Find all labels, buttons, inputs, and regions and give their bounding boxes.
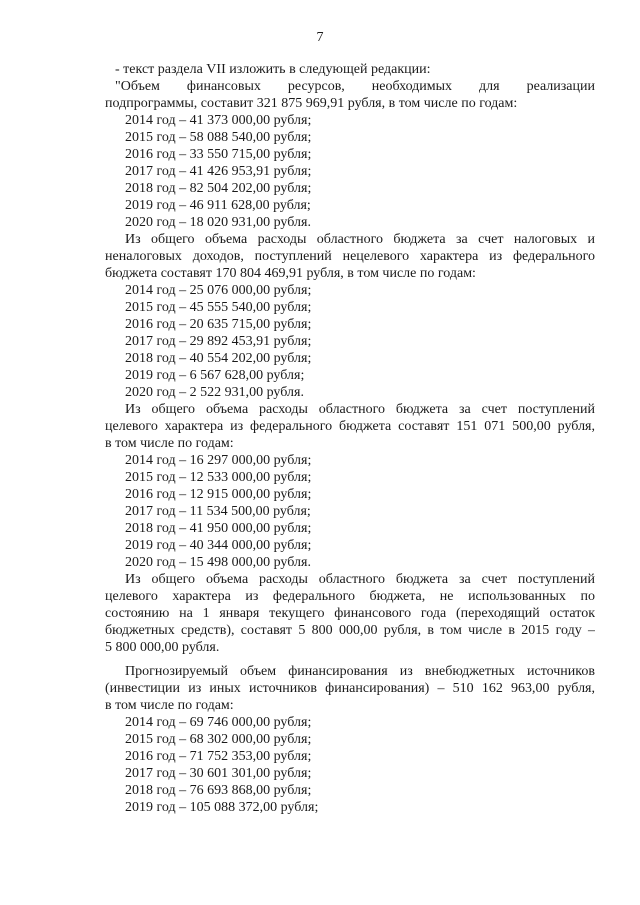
- year-amount-line: 2020 год – 15 498 000,00 рубля.: [125, 555, 311, 570]
- year-amount-line: 2018 год – 41 950 000,00 рубля;: [125, 521, 312, 536]
- year-amount-line: 2017 год – 29 892 453,91 рубля;: [125, 334, 312, 349]
- paragraph-line: бюджетных средств), составят 5 800 000,00 рубля, в том числе в 2015 году –: [105, 623, 595, 638]
- year-amount-line: 2016 год – 20 635 715,00 рубля;: [125, 317, 312, 332]
- year-amount-line: 2014 год – 25 076 000,00 рубля;: [125, 283, 312, 298]
- year-amount-line: 2016 год – 33 550 715,00 рубля;: [125, 147, 312, 162]
- year-amount-line: 2014 год – 41 373 000,00 рубля;: [125, 113, 312, 128]
- document-body: [105, 61, 595, 816]
- year-amount-line: 2017 год – 30 601 301,00 рубля;: [125, 766, 312, 781]
- year-amount-line: 2019 год – 6 567 628,00 рубля;: [125, 368, 305, 383]
- year-amount-line: 2019 год – 105 088 372,00 рубля;: [125, 800, 319, 815]
- paragraph-line: Прогнозируемый объем финансирования из внебюджетных источников: [125, 664, 595, 679]
- paragraph-line: целевого характера из федерального бюджета составят 151 071 500,00 рубля,: [105, 419, 595, 434]
- year-amount-line: 2017 год – 41 426 953,91 рубля;: [125, 164, 312, 179]
- year-amount-line: 2015 год – 12 533 000,00 рубля;: [125, 470, 312, 485]
- intro-line: - текст раздела VII изложить в следующей редакции:: [115, 62, 431, 77]
- year-amount-line: 2014 год – 69 746 000,00 рубля;: [125, 715, 312, 730]
- paragraph-line: подпрограммы, составит 321 875 969,91 рубля, в том числе по годам:: [105, 96, 518, 111]
- paragraph-line: в том числе по годам:: [105, 436, 234, 451]
- paragraph-line: в том числе по годам:: [105, 698, 234, 713]
- paragraph-line: Из общего объема расходы областного бюджета за счет поступлений: [125, 572, 595, 587]
- paragraph-line: Из общего объема расходы областного бюджета за счет налоговых и: [125, 232, 595, 247]
- paragraph-unused-balance: [105, 571, 595, 656]
- paragraph-line: бюджета составят 170 804 469,91 рубля, в том числе по годам:: [105, 266, 476, 281]
- page-number: 7: [316, 30, 324, 45]
- year-amount-line: 2020 год – 2 522 931,00 рубля.: [125, 385, 304, 400]
- year-amount-line: 2019 год – 46 911 628,00 рубля;: [125, 198, 311, 213]
- year-amount-line: 2018 год – 82 504 202,00 рубля;: [125, 181, 312, 196]
- year-amount-line: 2016 год – 71 752 353,00 рубля;: [125, 749, 312, 764]
- paragraph-federal-targeted: [105, 401, 595, 571]
- year-amount-line: 2015 год – 45 555 540,00 рубля;: [125, 300, 312, 315]
- year-amount-line: 2018 год – 76 693 868,00 рубля;: [125, 783, 312, 798]
- paragraph-line: (инвестиции из иных источников финансирования) – 510 162 963,00 рубля,: [105, 681, 595, 696]
- paragraph-line: "Объем финансовых ресурсов, необходимых для реализации: [115, 79, 595, 94]
- paragraph-line: 5 800 000,00 рубля.: [105, 640, 220, 655]
- year-amount-line: 2014 год – 16 297 000,00 рубля;: [125, 453, 312, 468]
- year-amount-line: 2020 год – 18 020 931,00 рубля.: [125, 215, 311, 230]
- paragraph-tax-revenues: [105, 231, 595, 401]
- year-amount-line: 2017 год – 11 534 500,00 рубля;: [125, 504, 311, 519]
- paragraph-line: состоянию на 1 января текущего финансового года (переходящий остаток: [105, 606, 595, 621]
- year-amount-line: 2018 год – 40 554 202,00 рубля;: [125, 351, 312, 366]
- paragraph-line: неналоговых доходов, поступлений нецелевого характера из федерального: [105, 249, 595, 264]
- year-amount-line: 2015 год – 58 088 540,00 рубля;: [125, 130, 312, 145]
- paragraph-extrabudgetary: [105, 663, 595, 816]
- paragraph-line: Из общего объема расходы областного бюджета за счет поступлений: [125, 402, 595, 417]
- year-amount-line: 2019 год – 40 344 000,00 рубля;: [125, 538, 312, 553]
- paragraph-line: целевого характера из федерального бюджета, не использованных по: [105, 589, 595, 604]
- paragraph-total-financing: [105, 78, 595, 231]
- year-amount-line: 2015 год – 68 302 000,00 рубля;: [125, 732, 312, 747]
- year-amount-line: 2016 год – 12 915 000,00 рубля;: [125, 487, 312, 502]
